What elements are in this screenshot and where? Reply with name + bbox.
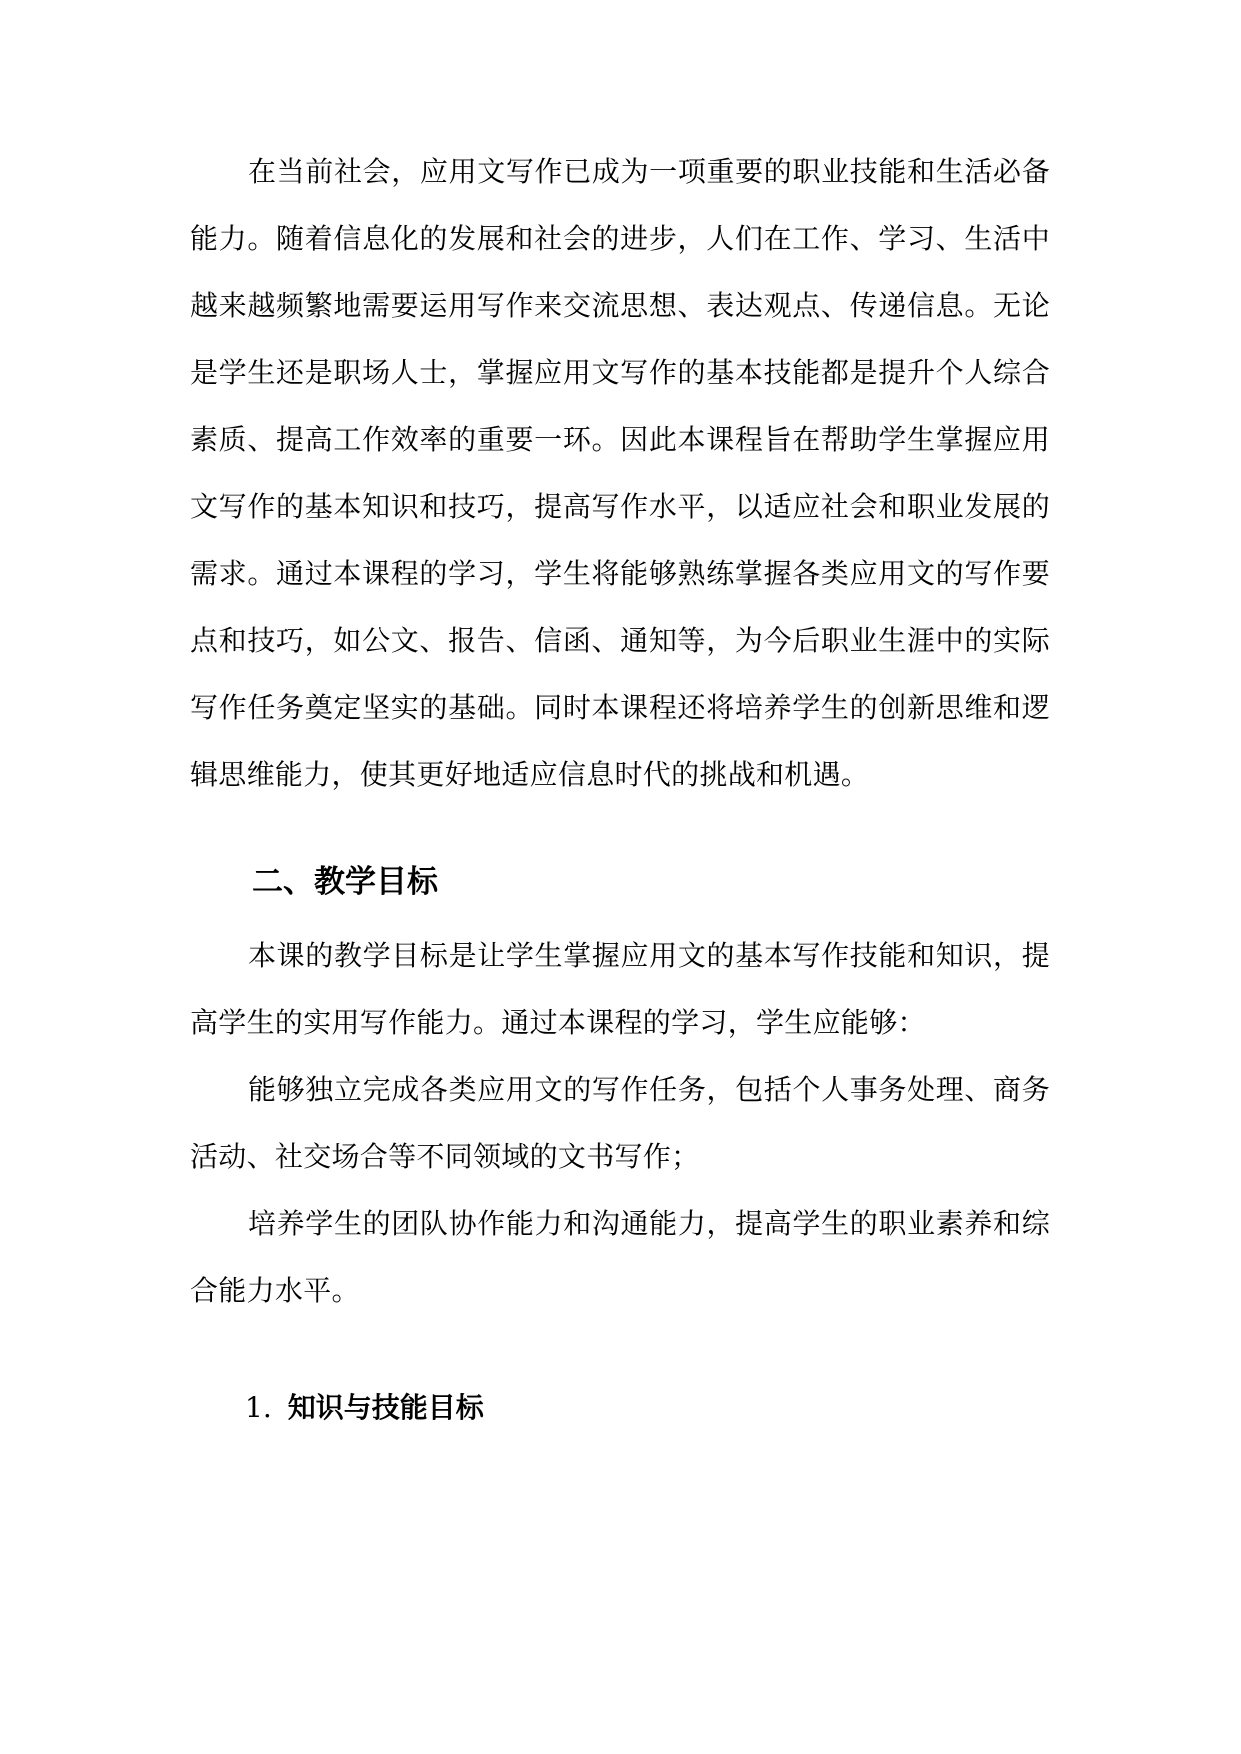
- section-heading-teaching-objectives: 二、教学目标: [252, 864, 438, 900]
- objectives-paragraph-2: 能够独立完成各类应用文的写作任务，包括个人事务处理、商务活动、社交场合等不同领域的文书写作；: [190, 1073, 1050, 1173]
- document-body: [190, 138, 1050, 1441]
- subsection-title: 知识与技能目标: [287, 1391, 484, 1424]
- intro-paragraph: 在当前社会，应用文写作已成为一项重要的职业技能和生活必备能力。随着信息化的发展和社会的进步，人们在工作、学习、生活中越来越频繁地需要运用写作来交流思想、表达观点、传递信息。无论是学生还是职场人士，掌握应用文写作的基本技能都是提升个人综合素质、提高工作效率的重要一环。因此本课程旨在帮助学生掌握应用文写作的基本知识和技巧，提高写作水平，以适应社会和职业发展的需求。通过本课程的学习，学生将能够熟练掌握各类应用文的写作要点和技巧，如公文、报告、信函、通知等，为今后职业生涯中的实际写作任务奠定坚实的基础。同时本课程还将培养学生的创新思维和逻辑思维能力，使其更好地适应信息时代的挑战和机遇。: [190, 155, 1050, 791]
- objectives-paragraph-3: 培养学生的团队协作能力和沟通能力，提高学生的职业素养和综合能力水平。: [190, 1207, 1050, 1307]
- subsection-heading-knowledge-skills: [190, 1374, 1050, 1441]
- objectives-paragraph-1: 本课的教学目标是让学生掌握应用文的基本写作技能和知识，提高学生的实用写作能力。通过本课程的学习，学生应能够：: [190, 939, 1050, 1039]
- subsection-number: 1.: [245, 1391, 272, 1424]
